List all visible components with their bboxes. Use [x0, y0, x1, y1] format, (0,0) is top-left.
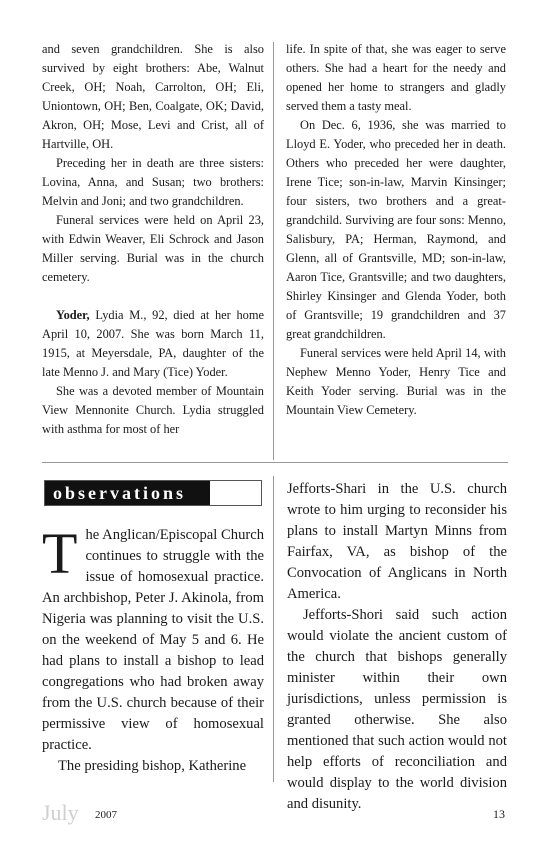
obituary-paragraph: She was a devoted member of Mountain View Mennonite Church. Lydia struggled with asthma for most of her [42, 384, 264, 436]
article-paragraph: The presiding bishop, Katherine [58, 758, 247, 774]
footer-month: July [42, 800, 79, 825]
article-left-column [42, 521, 264, 777]
section-title: observations [45, 481, 210, 505]
section-header-box [44, 480, 262, 506]
obituary-paragraph: Funeral services were held April 14, with Nephew Menno Yoder, Henry Tice and Keith Yoder serving. Burial was in the Mountain View Cemetery. [286, 346, 506, 417]
obituary-left-column [42, 40, 264, 439]
column-divider [273, 42, 274, 460]
article-paragraph: Jefforts-Shori said such action would violate the ancient custom of the church that bishops generally minister within their own jurisdictions, unless permission is granted otherwise. She also mentioned that such action would not help efforts of reconciliation and would display to the world division and disunity. [287, 607, 507, 812]
obituary-paragraph: life. In spite of that, she was eager to serve others. She had a heart for the needy and opened her home to strangers and gladly served them a tasty meal. [286, 42, 506, 113]
obituary-entry-text: Lydia M., 92, died at her home April 10, 2007. She was born March 11, 1915, at Meyersdale, PA, daughter of the late Menno J. and Mary (Tice) Yoder. [42, 308, 264, 379]
article-right-column [287, 479, 507, 815]
obituary-paragraph: On Dec. 6, 1936, she was married to Lloyd E. Yoder, who preceded her in death. Others who preceded her were daughter, Irene Tice; son-in-law, Marvin Kinsinger; four sisters, two brothers and a great-grandchild. Surviving are four sons: Menno, Salisbury, PA; Herman, Raymond, and Glenn, all of Grantsville, MD; son-in-law, Aaron Tice, Grantsville; and two daughters, Shirley Kinsinger and Glenda Yoder, both of Grantsville; 19 grandchildren and 37 great grandchildren. [286, 118, 506, 341]
obituary-name: Yoder, [56, 308, 90, 322]
drop-cap: T [42, 521, 78, 586]
page-number: 13 [493, 807, 505, 821]
obituary-entry [42, 306, 264, 382]
article-paragraph: Jefforts-Shari in the U.S. church wrote to him urging to reconsider his plans to install Martyn Minns from Fairfax, VA, as bishop of the Convocation of Anglicans in North America. [287, 481, 507, 602]
section-divider [42, 462, 508, 463]
column-divider [273, 476, 274, 782]
obituary-right-column [286, 40, 506, 420]
footer-year: 2007 [95, 809, 117, 821]
article-text: he Anglican/Episcopal Church continues to struggle with the issue of homosexual practice. An archbishop, Peter J. Akinola, from Nigeria was planning to visit the U.S. on the weekend of May 5 and 6. He had plans to install a bishop to lead congregations who had broken away from the U.S. church because of their permissive view of homosexual practice. [42, 527, 264, 753]
obituary-paragraph: Preceding her in death are three sisters: Lovina, Anna, and Susan; two brothers: Melvin and Joni; and two grandchildren. [42, 156, 264, 208]
obituary-paragraph: and seven grandchildren. She is also survived by eight brothers: Abe, Walnut Creek, OH; Noah, Carrolton, OH; Eli, Uniontown, OH; Ben, Coalgate, OK; David, Akron, OH; Mose, Levi and Crist, all of Hartville, OH. [42, 42, 264, 151]
article-paragraph [42, 521, 264, 756]
obituary-paragraph: Funeral services were held on April 23, with Edwin Weaver, Eli Schrock and Jason Miller serving. Burial was in the church cemetery. [42, 213, 264, 284]
